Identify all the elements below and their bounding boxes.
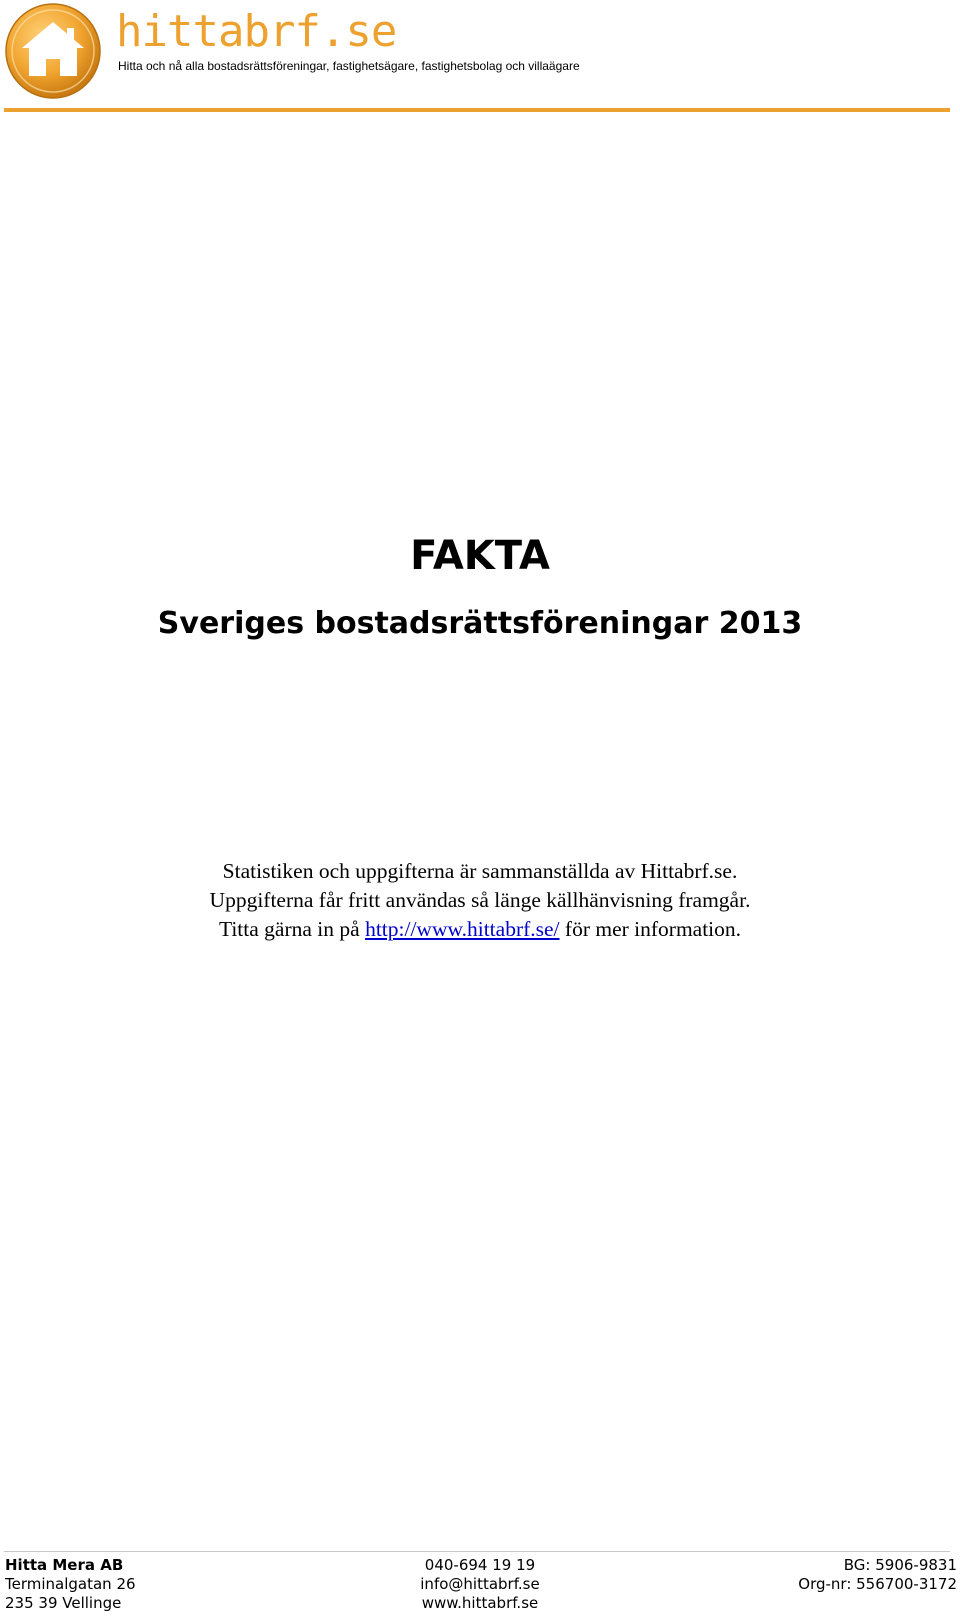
footer-org-nr: Org-nr: 556700-3172 [798, 1575, 957, 1593]
footer-company: Hitta Mera AB [5, 1556, 124, 1574]
footer-street: Terminalgatan 26 [5, 1575, 136, 1593]
footer-registration [798, 1556, 957, 1594]
house-icon [4, 2, 102, 100]
footer-postal: 235 39 Vellinge [5, 1594, 122, 1612]
page-subtitle: Sveriges bostadsrättsföreningar 2013 [157, 606, 803, 641]
footer-divider [4, 1551, 950, 1552]
page-footer [5, 1556, 957, 1618]
brand-name: hittabrf.se [116, 6, 397, 57]
info-line-3 [0, 915, 960, 944]
footer-contact [410, 1556, 550, 1613]
footer-phone: 040-694 19 19 [424, 1556, 536, 1574]
footer-bankgiro: BG: 5906-9831 [843, 1556, 957, 1574]
info-line-1: Statistiken och uppgifterna är sammanställda av Hittabrf.se. [222, 859, 738, 883]
header-divider [4, 108, 950, 112]
info-line-2: Uppgifterna får fritt användas så länge källhänvisning framgår. [209, 888, 751, 912]
info-line-3-suffix: för mer information. [564, 917, 742, 941]
footer-email: info@hittabrf.se [420, 1575, 540, 1593]
info-line-3-prefix: Titta gärna in på [218, 917, 360, 941]
page-header [0, 0, 960, 116]
info-block [0, 857, 960, 944]
brand-tagline: Hitta och nå alla bostadsrättsföreningar, fastighetsägare, fastighetsbolag och villaägare [118, 59, 580, 73]
page-title: FAKTA [410, 533, 550, 579]
website-link[interactable]: http://www.hittabrf.se/ [365, 917, 560, 941]
footer-address [5, 1556, 136, 1613]
footer-web: www.hittabrf.se [421, 1594, 539, 1612]
